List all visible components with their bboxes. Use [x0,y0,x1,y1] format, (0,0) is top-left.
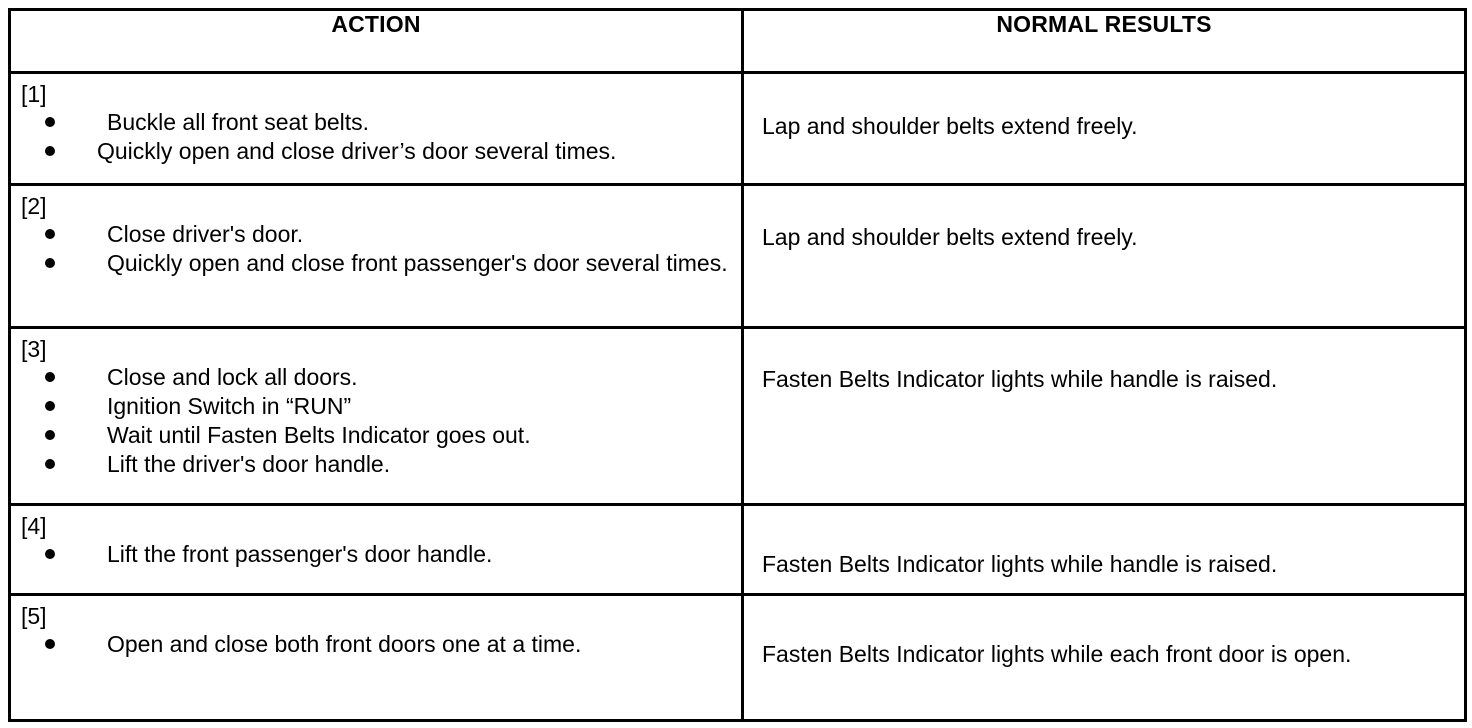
step-number: [1] [21,81,47,107]
bullet-icon [45,258,55,268]
table-row [10,327,1466,504]
step-number: [4] [21,512,47,539]
list-item [11,392,741,421]
bullet-icon [45,430,55,440]
procedure-table [8,8,1467,722]
list-item [11,249,741,278]
action-cell [10,327,743,504]
normal-results-column-header: NORMAL RESULTS [743,10,1466,73]
list-item [11,630,741,659]
result-text: Lap and shoulder belts extend freely. [762,113,1138,139]
table-row [10,73,1466,185]
step-number: [5] [21,602,47,629]
action-text: Open and close both front doors one at a time. [107,630,582,657]
action-cell [10,594,743,720]
list-item [11,220,741,249]
bullet-icon [45,372,55,382]
action-list [11,108,741,166]
bullet-icon [45,117,55,127]
list-item [11,450,741,479]
bullet-icon [45,549,55,559]
action-list [11,363,741,479]
action-list [11,630,741,659]
result-text: Lap and shoulder belts extend freely. [762,224,1138,251]
bullet-icon [45,459,55,469]
action-text: Close driver's door. [107,221,304,248]
action-text: Lift the driver's door handle. [107,450,391,477]
action-text: Wait until Fasten Belts Indicator goes out. [107,421,531,448]
result-text: Fasten Belts Indicator lights while each front door is open. [762,640,1352,667]
action-list [11,540,741,569]
step-number: [2] [21,193,47,220]
action-text: Buckle all front seat belts. [107,109,370,135]
step-number: [3] [21,335,47,362]
bullet-icon [45,401,55,411]
action-column-header: ACTION [10,10,743,73]
list-item [11,137,741,166]
list-item [11,540,741,569]
action-text: Ignition Switch in “RUN” [107,392,352,419]
action-list [11,220,741,278]
result-cell [743,594,1466,720]
header-row [10,10,1466,73]
result-text: Fasten Belts Indicator lights while handle is raised. [762,365,1278,392]
action-text: Close and lock all doors. [107,363,358,390]
list-item [11,421,741,450]
result-cell [743,327,1466,504]
bullet-icon [45,146,55,156]
result-text: Fasten Belts Indicator lights while handle is raised. [762,550,1278,577]
bullet-icon [45,639,55,649]
table-row [10,504,1466,594]
action-cell [10,504,743,594]
list-item [11,363,741,392]
table-row [10,594,1466,720]
list-item [11,108,741,137]
result-cell [743,73,1466,185]
result-cell [743,504,1466,594]
action-text: Quickly open and close driver’s door several times. [97,138,617,164]
action-cell [10,185,743,328]
action-text: Quickly open and close front passenger's door several times. [107,250,728,277]
result-cell [743,185,1466,328]
bullet-icon [45,229,55,239]
action-cell [10,73,743,185]
table-row [10,185,1466,328]
action-text: Lift the front passenger's door handle. [107,540,493,567]
